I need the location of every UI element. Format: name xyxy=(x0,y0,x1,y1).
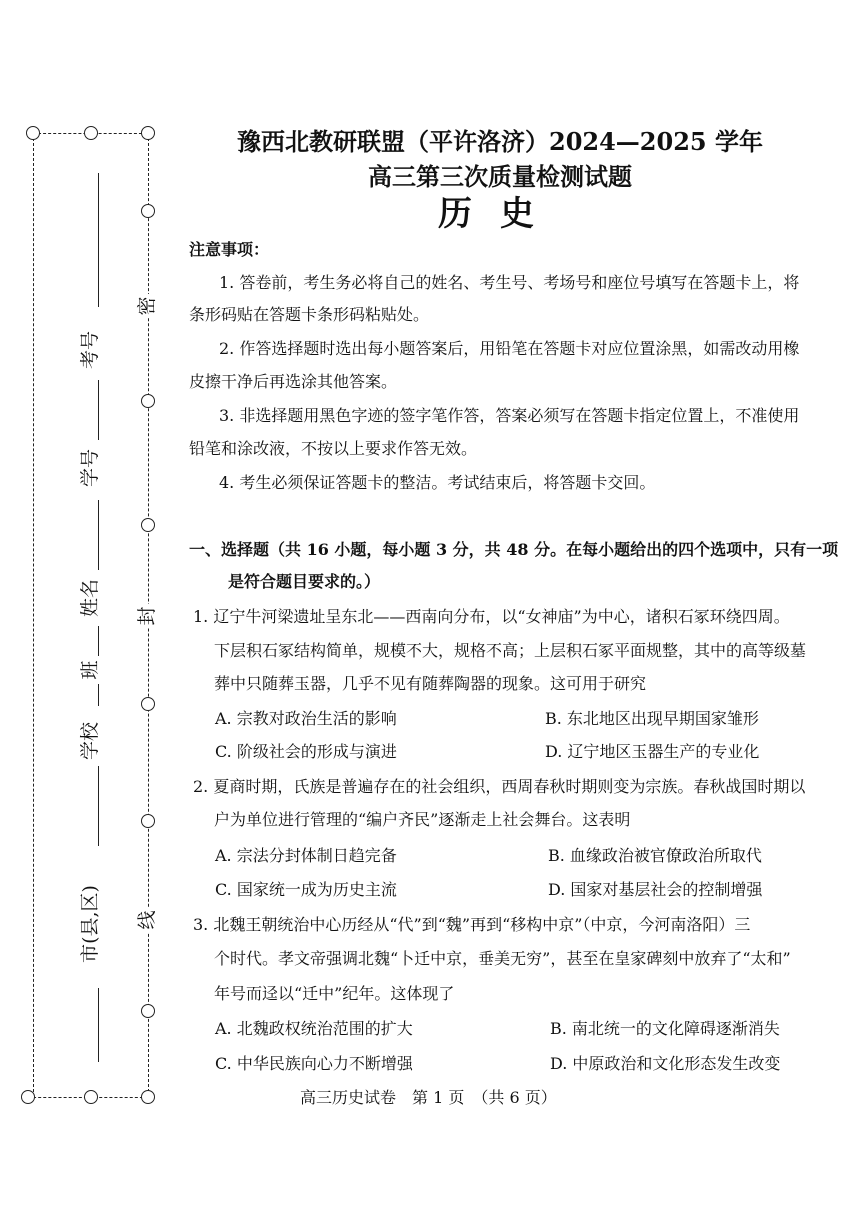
question-3-option-d: D. 中原政治和文化形态发生改变 xyxy=(550,1054,781,1073)
seal-char-mi: 密 xyxy=(135,294,159,318)
binding-hole-icon xyxy=(141,697,155,711)
exam-no-line xyxy=(98,173,99,307)
question-2-line-2: 户为单位进行管理的“编户齐民”逐渐走上社会舞台。这表明 xyxy=(214,810,631,829)
binding-left-dash xyxy=(33,133,34,1097)
binding-hole-icon xyxy=(84,1090,98,1104)
question-3-line-1: 3. 北魏王朝统治中心历经从“代”到“魏”再到“移构中京”（中京，今河南洛阳）三 xyxy=(193,915,751,934)
seal-char-feng: 封 xyxy=(135,604,159,628)
notice-item-2-line-1: 2. 作答选择题时选出每小题答案后，用铅笔在答题卡对应位置涂黑，如需改动用橡 xyxy=(219,339,800,358)
section-heading-line-2: 是符合题目要求的。） xyxy=(228,572,381,591)
binding-hole-icon xyxy=(141,1004,155,1018)
question-2-option-c: C. 国家统一成为历史主流 xyxy=(215,880,397,899)
question-1-line-1: 1. 辽宁牛河梁遗址呈东北——西南向分布，以“女神庙”为中心，诸积石冢环绕四周。 xyxy=(193,607,790,626)
question-2-option-d: D. 国家对基层社会的控制增强 xyxy=(548,880,763,899)
question-3-option-b: B. 南北统一的文化障碍逐渐消失 xyxy=(550,1019,780,1038)
label-student-no: 学号 xyxy=(79,449,101,488)
notice-item-4-line-1: 4. 考生必须保证答题卡的整洁。考试结束后，将答题卡交回。 xyxy=(219,473,656,492)
section-heading: 一、选择题（共 16 小题，每小题 3 分，共 48 分。在每小题给出的四个选项中，只有一项 xyxy=(189,540,839,559)
binding-hole-icon xyxy=(141,204,155,218)
page-footer: 高三历史试卷 第 1 页 （共 6 页） xyxy=(300,1088,557,1107)
notice-item-3-line-1: 3. 非选择题用黑色字迹的签字笔作答，答案必须写在答题卡指定位置上，不准使用 xyxy=(219,406,800,425)
label-name: 姓名 xyxy=(79,579,101,618)
question-2-option-a: A. 宗法分封体制日趋完备 xyxy=(215,846,397,865)
exam-title: 高三第三次质量检测试题 xyxy=(368,162,632,191)
notice-title: 注意事项： xyxy=(189,240,270,259)
binding-hole-icon xyxy=(141,518,155,532)
notice-item-3-line-2: 铅笔和涂改液，不按以上要求作答无效。 xyxy=(189,439,478,458)
binding-hole-icon xyxy=(84,126,98,140)
binding-hole-icon xyxy=(141,126,155,140)
notice-item-1-line-1: 1. 答卷前，考生务必将自己的姓名、考生号、考场号和座位号填写在答题卡上，将 xyxy=(219,273,800,292)
question-3-option-a: A. 北魏政权统治范围的扩大 xyxy=(215,1019,413,1038)
question-3-line-2: 个时代。孝文帝强调北魏“卜迁中京，垂美无穷”，甚至在皇家碑刻中放弃了“太和” xyxy=(214,949,791,968)
city-line xyxy=(98,988,99,1062)
label-city: 市(县,区) xyxy=(79,885,101,963)
question-1-line-3: 葬中只随葬玉器，几乎不见有随葬陶器的现象。这可用于研究 xyxy=(214,674,647,693)
binding-hole-icon xyxy=(26,126,40,140)
exam-union-title: 豫西北教研联盟（平许洛济）2024—2025 学年 xyxy=(237,127,763,156)
question-1-option-d: D. 辽宁地区玉器生产的专业化 xyxy=(545,742,760,761)
label-school: 学校 xyxy=(79,722,101,761)
notice-item-1-line-2: 条形码贴在答题卡条形码粘贴处。 xyxy=(189,305,430,324)
question-3-line-3: 年号而迳以“迁中”纪年。这体现了 xyxy=(214,984,455,1003)
binding-hole-icon xyxy=(141,814,155,828)
question-2-option-b: B. 血缘政治被官僚政治所取代 xyxy=(548,846,762,865)
seal-char-xian: 线 xyxy=(135,908,159,932)
label-class: 班 xyxy=(79,660,101,680)
question-1-option-b: B. 东北地区出现早期国家雏形 xyxy=(545,709,759,728)
binding-hole-icon xyxy=(141,1090,155,1104)
binding-hole-icon xyxy=(141,394,155,408)
question-2-line-1: 2. 夏商时期，氏族是普遍存在的社会组织，西周春秋时期则变为宗族。春秋战国时期以 xyxy=(193,777,806,796)
notice-item-2-line-2: 皮擦干净后再选涂其他答案。 xyxy=(189,372,398,391)
label-exam-no: 考号 xyxy=(79,331,101,370)
question-1-option-c: C. 阶级社会的形成与演进 xyxy=(215,742,397,761)
question-1-option-a: A. 宗教对政治生活的影响 xyxy=(215,709,397,728)
question-3-option-c: C. 中华民族向心力不断增强 xyxy=(215,1054,413,1073)
question-1-line-2: 下层积石冢结构简单，规模不大，规格不高；上层积石冢平面规整，其中的高等级墓 xyxy=(214,641,807,660)
subject-title: 历史 xyxy=(438,194,562,234)
binding-hole-icon xyxy=(21,1090,35,1104)
